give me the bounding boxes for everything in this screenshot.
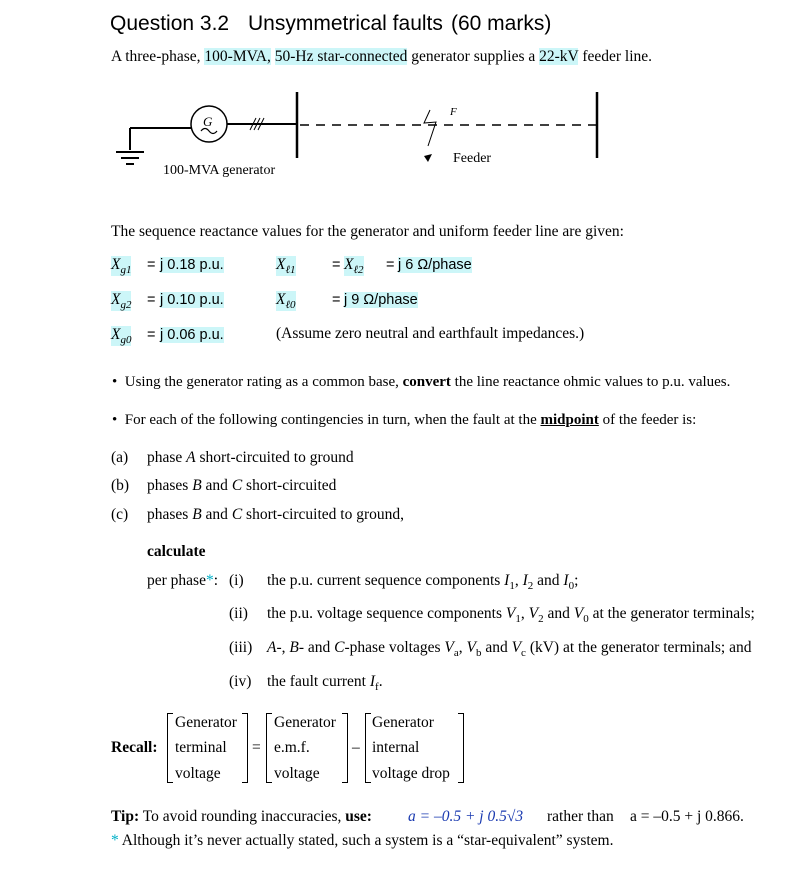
calculate-heading: calculate [147,543,206,560]
per-phase-label: per phase*: [147,572,219,589]
xg0-symbol: $X_{g0}$ [111,326,132,347]
tip-equation-1: a = –0.5 + j 0.5√3 [408,808,524,825]
bullet-contingencies: • For each of the following contingencies in turn, when the fault at the midpoint of the feeder is: [112,412,697,428]
minus-operator: – [352,739,360,756]
case-a-text: phase A short-circuited to ground [147,449,354,466]
question-title: Unsymmetrical faults [248,12,443,35]
fault-label: F [450,106,457,118]
tip-equation-2: a = –0.5 + j 0.866. [630,808,744,825]
equals-operator: = [252,739,261,756]
xg2-equals: = [147,292,156,308]
matrix-1-row-1: Generator [175,714,237,731]
assumption-note: (Assume zero neutral and earthfault impedances.) [276,325,585,342]
footnote: * Although it’s never actually stated, such a system is a “star-equivalent” system. [111,832,614,849]
xl0-equals: = [332,292,341,308]
xg1-symbol: $X_{g1}$ [111,256,132,277]
tip-rather: rather than [547,808,614,825]
matrix-1-row-3: voltage [175,765,221,782]
xl1-symbol: $X_{\ell 1}$ [276,256,296,277]
xl2-symbol: $X_{\ell 2}$ [344,256,364,277]
case-b-text: phases B and C short-circuited [147,477,337,494]
matrix-3-row-3: voltage drop [372,765,450,782]
item-iv-num: (iv) [229,673,252,690]
question-number: Question 3.2 [110,12,230,35]
feeder-label: Feeder [453,151,492,166]
xg0-equals: = [147,327,156,343]
matrix-3-row-1: Generator [372,714,434,731]
item-i-text: the p.u. current sequence components $I_1$, $I_2$ and $I_0$; [267,572,579,593]
matrix-3-row-2: internal [372,739,420,756]
xl0-value: j 9 Ω/phase [344,292,418,308]
matrix-2-row-3: voltage [274,765,320,782]
case-b-label: (b) [111,477,130,494]
question-marks: (60 marks) [451,12,552,35]
xg1-value: j 0.18 p.u. [160,257,224,273]
xl1-value: j 6 Ω/phase [398,257,472,273]
sequence-intro: The sequence reactance values for the generator and uniform feeder line are given: [111,223,624,240]
bullet-convert: • Using the generator rating as a common base, convert the line reactance ohmic values to p.u. values. [112,374,731,390]
item-iii-num: (iii) [229,639,253,656]
item-i-num: (i) [229,572,244,589]
case-a-label: (a) [111,449,129,466]
xg2-value: j 0.10 p.u. [160,292,224,308]
generator-label: 100-MVA generator [163,163,276,178]
item-ii-text: the p.u. voltage sequence components $V_1$, $V_2$ and $V_0$ at the generator terminals; [267,605,755,626]
xg0-value: j 0.06 p.u. [160,327,224,343]
case-c-text: phases B and C short-circuited to ground, [147,506,405,523]
xg2-symbol: $X_{g2}$ [111,291,132,312]
recall-label: Recall: [111,739,158,756]
xl2-equals: = [386,257,395,273]
generator-g-label: G [203,114,213,129]
matrix-2-row-1: Generator [274,714,336,731]
item-iv-text: the fault current $I_f$. [267,673,383,694]
tip-line: Tip: To avoid rounding inaccuracies, use: [111,808,372,825]
matrix-2-row-2: e.m.f. [274,739,310,756]
xg1-equals: = [147,257,156,273]
one-line-diagram [0,80,807,190]
xl1-equals: = [332,257,341,273]
item-ii-num: (ii) [229,605,248,622]
item-iii-text: A-, B- and C-phase voltages $V_a$, $V_b$ and $V_c$ (kV) at the generator terminals; and [267,639,752,660]
fault-symbol [424,110,436,146]
matrix-1-row-2: terminal [175,739,227,756]
xl0-symbol: $X_{\ell 0}$ [276,291,296,312]
case-c-label: (c) [111,506,129,523]
intro-line: A three-phase, 100-MVA, 50-Hz star-connected generator supplies a 22-kV feeder line. [111,48,653,65]
